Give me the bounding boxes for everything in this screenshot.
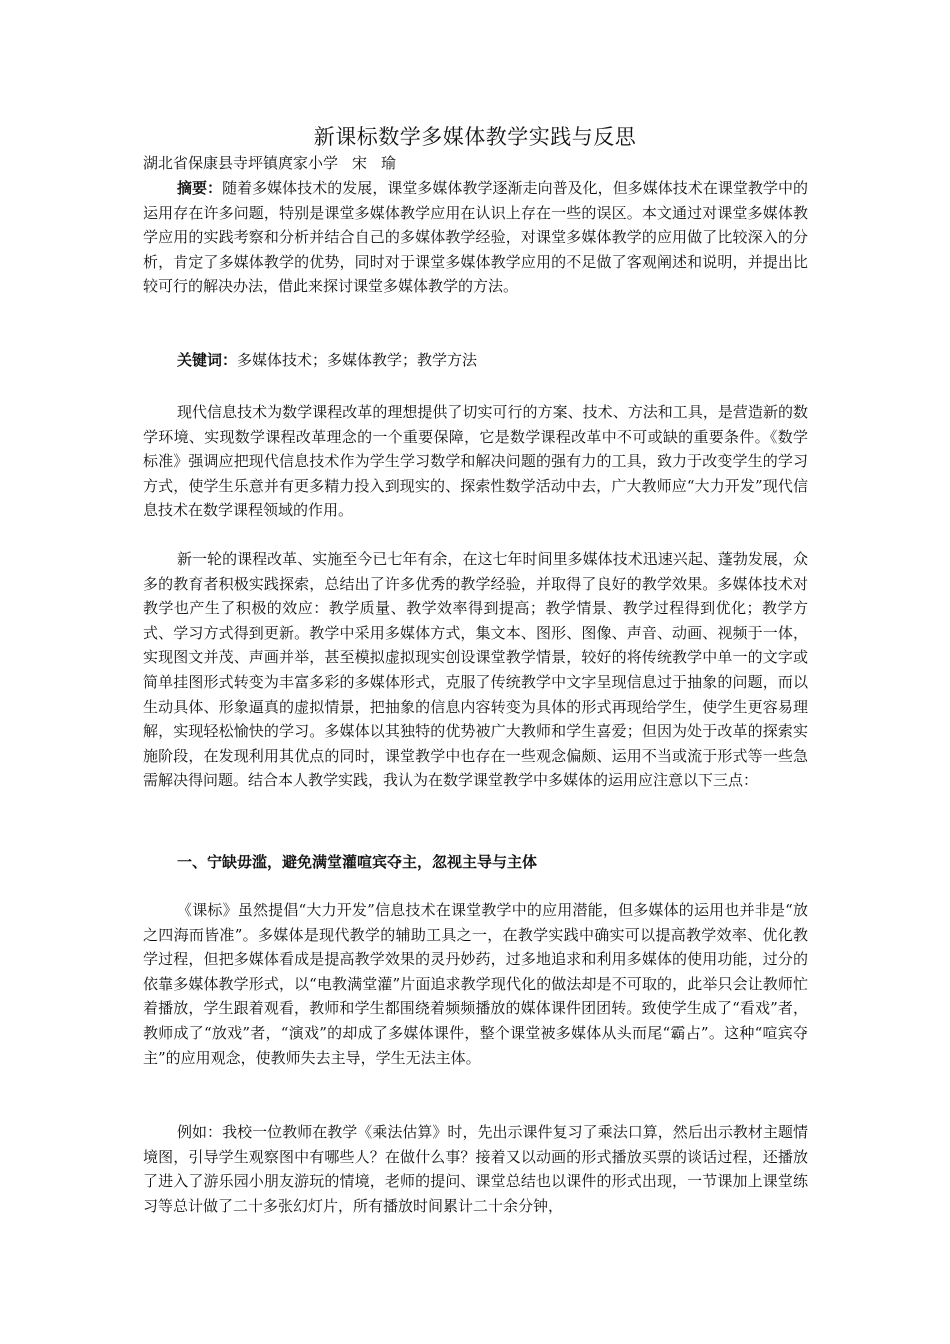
author-name: 宋瑜	[352, 154, 411, 172]
keywords-text: 多媒体技术；多媒体教学；教学方法	[237, 351, 478, 369]
abstract-text: 随着多媒体技术的发展，课堂多媒体教学逐渐走向普及化，但多媒体技术在课堂教学中的运用存在许多问题，特别是课堂多媒体教学应用在认识上存在一些的误区。本文通过对课堂多媒体教学应用的实践考察和分析并结合自己的多媒体教学经验，对课堂多媒体教学的应用做了比较深入的分析，肯定了多媒体教学的优势，同时对于课堂多媒体教学应用的不足做了客观阐述和说明，并提出比较可行的解决办法，借此来探讨课堂多媒体教学的方法。	[143, 179, 808, 296]
keywords-label: 关键词：	[177, 351, 238, 369]
paragraph-2: 新一轮的课程改革、实施至今已七年有余，在这七年时间里多媒体技术迅速兴起、蓬勃发展，众多的教育者积极实践探索，总结出了许多优秀的教学经验，并取得了良好的教学效果。多媒体技术对教学也产生了积极的效应：教学质量、教学效率得到提高；教学情景、教学过程得到优化；教学方式、学习方式得到更新。教学中采用多媒体方式，集文本、图形、图像、声音、动画、视频于一体，实现图文并茂、声画并举，甚至模拟虚拟现实创设课堂教学情景，较好的将传统教学中单一的文字或简单挂图形式转变为丰富多彩的多媒体形式，克服了传统教学中文字呈现信息过于抽象的问题，而以生动具体、形象逼真的虚拟情景，把抽象的信息内容转变为具体的形式再现给学生，使学生更容易理解，实现轻松愉快的学习。多媒体以其独特的优势被广大教师和学生喜爱；但因为处于改革的探索实施阶段，在发现利用其优点的同时，课堂教学中也存在一些观念偏颇、运用不当或流于形式等一些急需解决得问题。结合本人教学实践，我认为在数学课堂教学中多媒体的运用应注意以下三点：	[143, 550, 808, 790]
paragraph-3: 《课标》虽然提倡“大力开发”信息技术在课堂教学中的应用潜能，但多媒体的运用也并非是“放之四海而皆准”。多媒体是现代教学的辅助工具之一，在教学实践中确实可以提高教学效率、优化教学过程，但把多媒体看成是提高教学效果的灵丹妙药，过多地追求和利用多媒体的使用功能，过分的依靠多媒体教学形式，以“电教满堂灌”片面追求教学现代化的做法却是不可取的，此举只会让教师忙着播放，学生跟着观看，教师和学生都围绕着频频播放的媒体课件团团转。致使学生成了“看戏”者，教师成了“放戏”者，“演戏”的却成了多媒体课件，整个课堂被多媒体从头而尾“霸占”。这种“喧宾夺主”的应用观念，使教师失去主导，学生无法主体。	[143, 901, 808, 1067]
document-title: 新课标数学多媒体教学实践与反思	[313, 125, 637, 149]
abstract-label: 摘要：	[177, 179, 223, 197]
abstract	[143, 176, 808, 299]
section-heading-1: 一、宁缺毋滥，避免满堂灌喧宾夺主，忽视主导与主体	[177, 853, 538, 871]
paragraph-4: 例如：我校一位教师在教学《乘法估算》时，先出示课件复习了乘法口算，然后出示教材主题情境图，引导学生观察图中有哪些人？在做什么事？接着又以动画的形式播放买票的谈话过程，还播放了进入了游乐园小朋友游玩的情境，老师的提问、课堂总结也以课件的形式出现，一节课加上课堂练习等总计做了二十多张幻灯片，所有播放时间累计二十余分钟，	[143, 1123, 808, 1215]
author-line	[143, 152, 410, 173]
keywords	[143, 348, 808, 373]
author-affiliation: 湖北省保康县寺坪镇庹家小学	[143, 154, 339, 172]
paragraph-1: 现代信息技术为数学课程改革的理想提供了切实可行的方案、技术、方法和工具，是营造新的数学环境、实现数学课程改革理念的一个重要保障，它是数学课程改革中不可或缺的重要条件。《数学标准》强调应把现代信息技术作为学生学习数学和解决问题的强有力的工具，致力于改变学生的学习方式，使学生乐意并有更多精力投入到现实的、探索性数学活动中去，广大教师应“大力开发”现代信息技术在数学课程领域的作用。	[143, 403, 808, 520]
